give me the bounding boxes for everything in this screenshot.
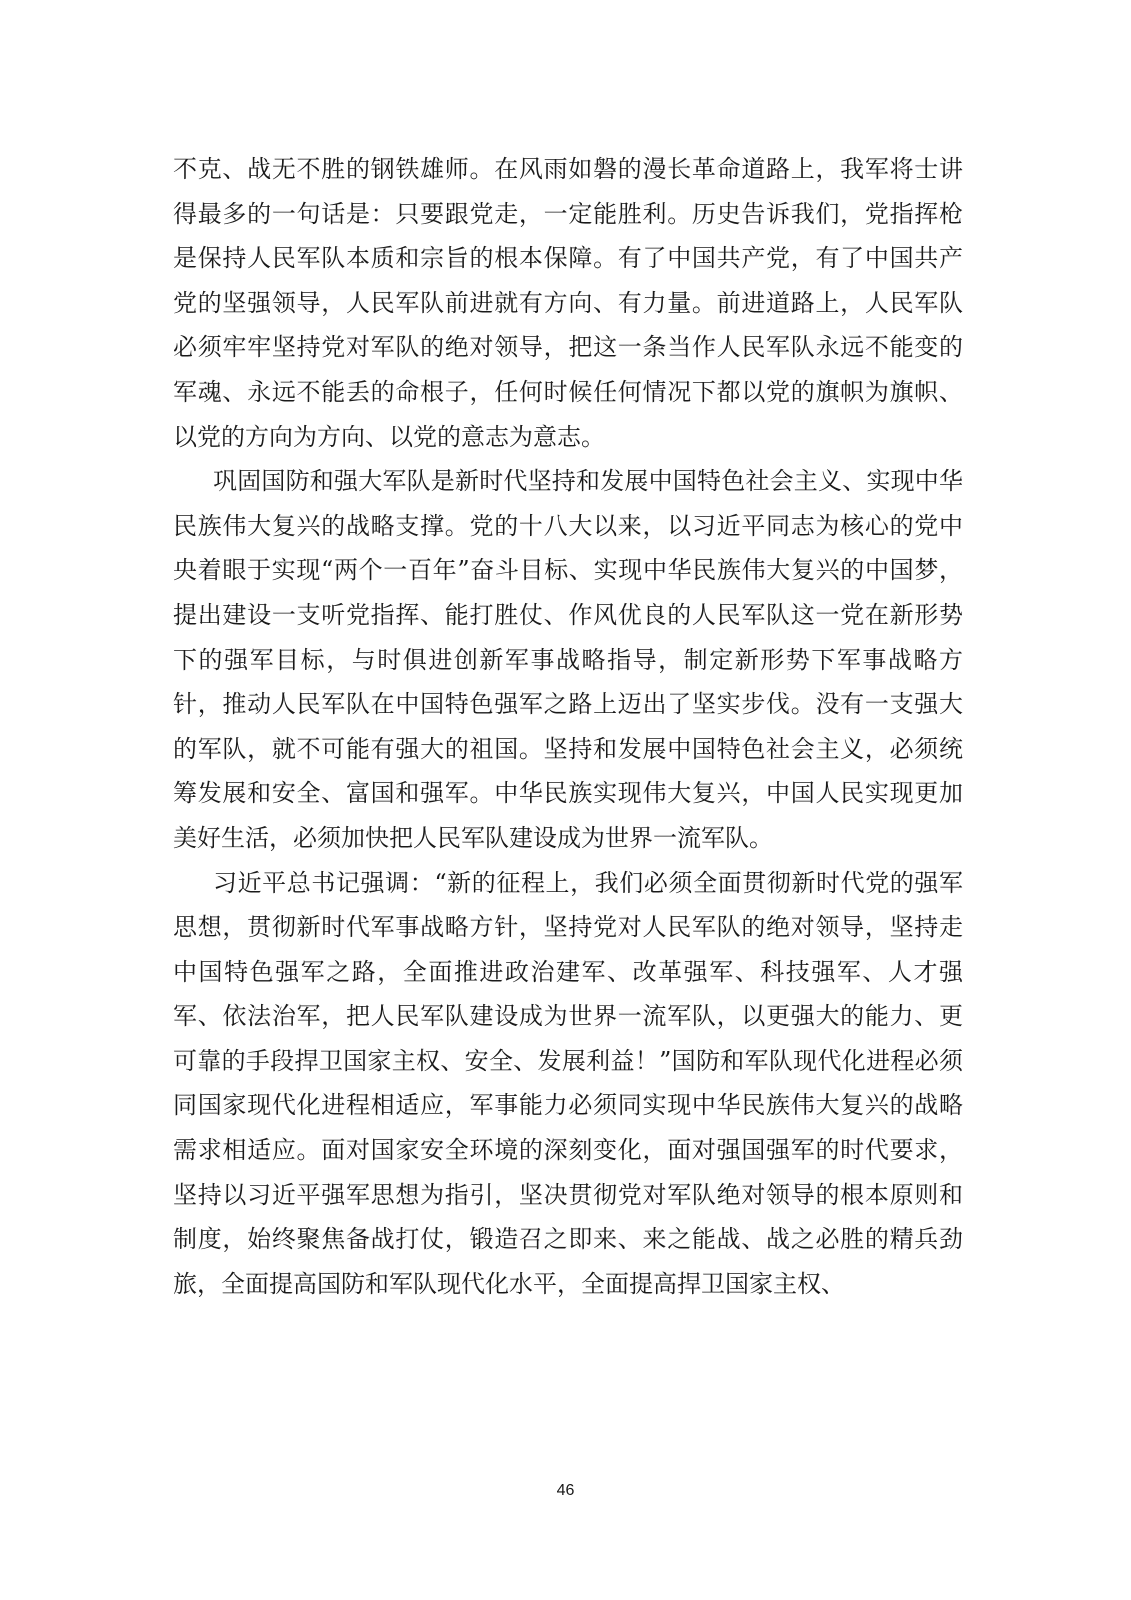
paragraph-3: 习近平总书记强调：“新的征程上，我们必须全面贯彻新时代党的强军思想，贯彻新时代军事战略方针，坚持党对人民军队的绝对领导，坚持走中国特色强军之路，全面推进政治建军、改革强军、科技强军、人才强军、依法治军，把人民军队建设成为世界一流军队，以更强大的能力、更可靠的手段捍卫国家主权、安全、发展利益！”国防和军队现代化进程必须同国家现代化进程相适应，军事能力必须同实现中华民族伟大复兴的战略需求相适应。面对国家安全环境的深刻变化，面对强国强军的时代要求，坚持以习近平强军思想为指引，坚决贯彻党对军队绝对领导的根本原则和制度，始终聚焦备战打仗，锻造召之即来、来之能战、战之必胜的精兵劲旅，全面提高国防和军队现代化水平，全面提高捍卫国家主权、 <box>173 868 963 1298</box>
body-text <box>173 147 963 1306</box>
page-number: 46 <box>556 1482 575 1499</box>
paragraph-2: 巩固国防和强大军队是新时代坚持和发展中国特色社会主义、实现中华民族伟大复兴的战略支撑。党的十八大以来，以习近平同志为核心的党中央着眼于实现“两个一百年”奋斗目标、实现中华民族伟大复兴的中国梦，提出建设一支听党指挥、能打胜仗、作风优良的人民军队这一党在新形势下的强军目标，与时俱进创新军事战略指导，制定新形势下军事战略方针，推动人民军队在中国特色强军之路上迈出了坚实步伐。没有一支强大的军队，就不可能有强大的祖国。坚持和发展中国特色社会主义，必须统筹发展和安全、富国和强军。中华民族实现伟大复兴，中国人民实现更加美好生活，必须加快把人民军队建设成为世界一流军队。 <box>173 467 963 852</box>
paragraph-1: 不克、战无不胜的钢铁雄师。在风雨如磐的漫长革命道路上，我军将士讲得最多的一句话是：只要跟党走，一定能胜利。历史告诉我们，党指挥枪是保持人民军队本质和宗旨的根本保障。有了中国共产党，有了中国共产党的坚强领导，人民军队前进就有方向、有力量。前进道路上，人民军队必须牢牢坚持党对军队的绝对领导，把这一条当作人民军队永远不能变的军魂、永远不能丢的命根子，任何时候任何情况下都以党的旗帜为旗帜、以党的方向为方向、以党的意志为意志。 <box>173 155 963 451</box>
